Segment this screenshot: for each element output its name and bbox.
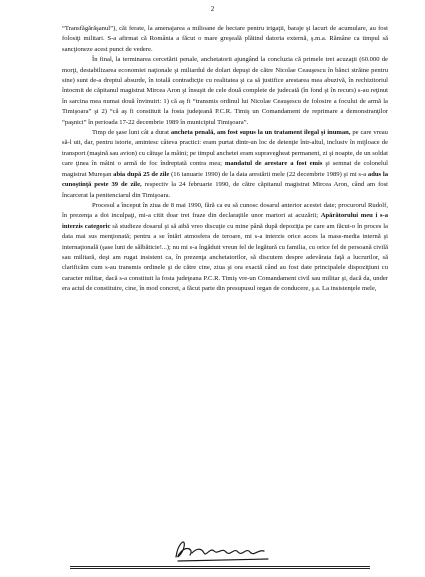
paragraph-3-bold-treatment: ancheta penală, am fost supus la un tratament ilegal şi inuman,	[170, 129, 351, 137]
paragraph-3	[62, 128, 388, 201]
document-body	[62, 24, 388, 295]
paragraph-4-text-a: Procesul a început în ziua de 8 mai 1990, fără ca eu să cunosc dosarul anterior acestei date; procurorul Rudolf, în prezenţa a doi inculpaţi, mi-a citit doar trei fraze din declaraţiile unor martori ai acuzării;	[62, 201, 388, 220]
paragraph-3-bold-25-days: abia după 25 de zile	[113, 170, 170, 178]
paragraph-3-bold-warrant: mandatul de arestare a fost emis	[224, 160, 323, 168]
bottom-rule	[70, 566, 370, 570]
paragraph-3-text-c: pe care vreau să-l uit, dar, pentru istorie, amintesc câteva practici: eram purtat dintr-un loc de detenţie într-altul, inclusiv în mijloace de transport (maşină sau avion) cu cătuşe la mâini; pe timpul anchetei eram supravegheat permanent, zi şi noapte, de un soldat care ţinea în mâini o armă de foc îndreptată contra mea;	[62, 129, 388, 168]
page-number: 2	[210, 5, 215, 13]
paragraph-1-text: “Transfăgărăşanul”), căi ferate, la amenajarea a milioane de hectare pentru irigaţii, baraje şi lacuri de acumulare, au fost folosiţi militari. S-a afirmat că România a făcut o mare greşeală plătind datoria externă, ş.m.a. Rămâne ca timpul să sancţioneze acest punct de vedere.	[62, 25, 388, 53]
paragraph-3-text-e: (16 ianuarie 1990) de la data arestării mele (22 decembrie 1989) şi mi s-a	[169, 170, 368, 178]
paragraph-4-text-c: să studieze dosarul şi să aibă vreo discuţie cu mine până după depoziţia pe care am făcut-o în proces la data mai sus menţionată; pentru a se întări atmosfera de teroare, mi s-a interzis orice acces la mass-media internă şi internaţională (şase luni de sălbăticie!...); nu mi s-a îngăduit vreun fel de legătură cu familia, cu orice fel de persoană civilă sau militară, deşi am rugat insistent ca, în prezenţa anchetatorilor, să discutem despre adevărata faţă a lucrurilor, să clarificăm cum s-au transmis ordinele şi de către cine, ziua şi ora exactă când au fost date principalele dispoziţiuni cu caracter militar, dacă s-a constituit la fosta judeţeana P.C.R. Timiş vre-un Comandament civil sau militar şi, dacă da, under era actul de constituire, cine, în mod concret, a făcut parte din presupusul organ de conducere, ş.a. La insistenţele mele,	[62, 222, 388, 293]
paragraph-1	[62, 24, 388, 55]
paragraph-2	[62, 55, 388, 128]
handwritten-signature	[168, 533, 278, 567]
paragraph-4-bold-lawyer: Apărătorului meu i s-a interzis categoric	[62, 212, 388, 230]
paragraph-3-text-f: respectiv la 24 februarie 1990, de către căpitanul magistrat Mircea Aron, când am fost încarcerat la penitenciarul din Timişoara.	[62, 181, 389, 199]
paragraph-2-text: În final, la terminarea cercetării penale, anchetatorii ajungând la concluzia că primele trei acuzaţii (60.000 de morţi, destabilizarea economiei naţionale şi miliardul de dolari depuşi de către Nicolae Ceauşescu în bănci străine pentru sine) sunt de-a dreptul absurde, în totală contradicţie cu realitatea şi ca să justifice arestarea mea abuzivă, în rechizitoriul întocmit de căpitanul magistrat Mircea Aron şi însuşit de cele două complete de judecată (în fond şi în recurs) s-au reţinut în sarcina mea numai două învinuiri: 1) că aş fi “transmis ordinul lui Nicolae Ceauşescu de folosire a focului de armă la Timişoara” şi 2) “că aş fi constituit la fosta judeţeană P.C.R. Timiş un Comandament de reprimare a demonstranţilor “paşnici” în perioada 17-22 decembrie 1989 în municipiul Timişoara”.	[62, 56, 388, 126]
paragraph-4	[62, 201, 388, 295]
paragraph-3-text-a: Timp de şase luni cât a durat	[92, 129, 171, 137]
paragraph-3-text-d: şi semnat de colonelul magistrat Mureşan	[62, 160, 388, 178]
paragraph-3-bold-39-days: adus la cunoştinţă peste 39 de zile,	[62, 170, 388, 189]
